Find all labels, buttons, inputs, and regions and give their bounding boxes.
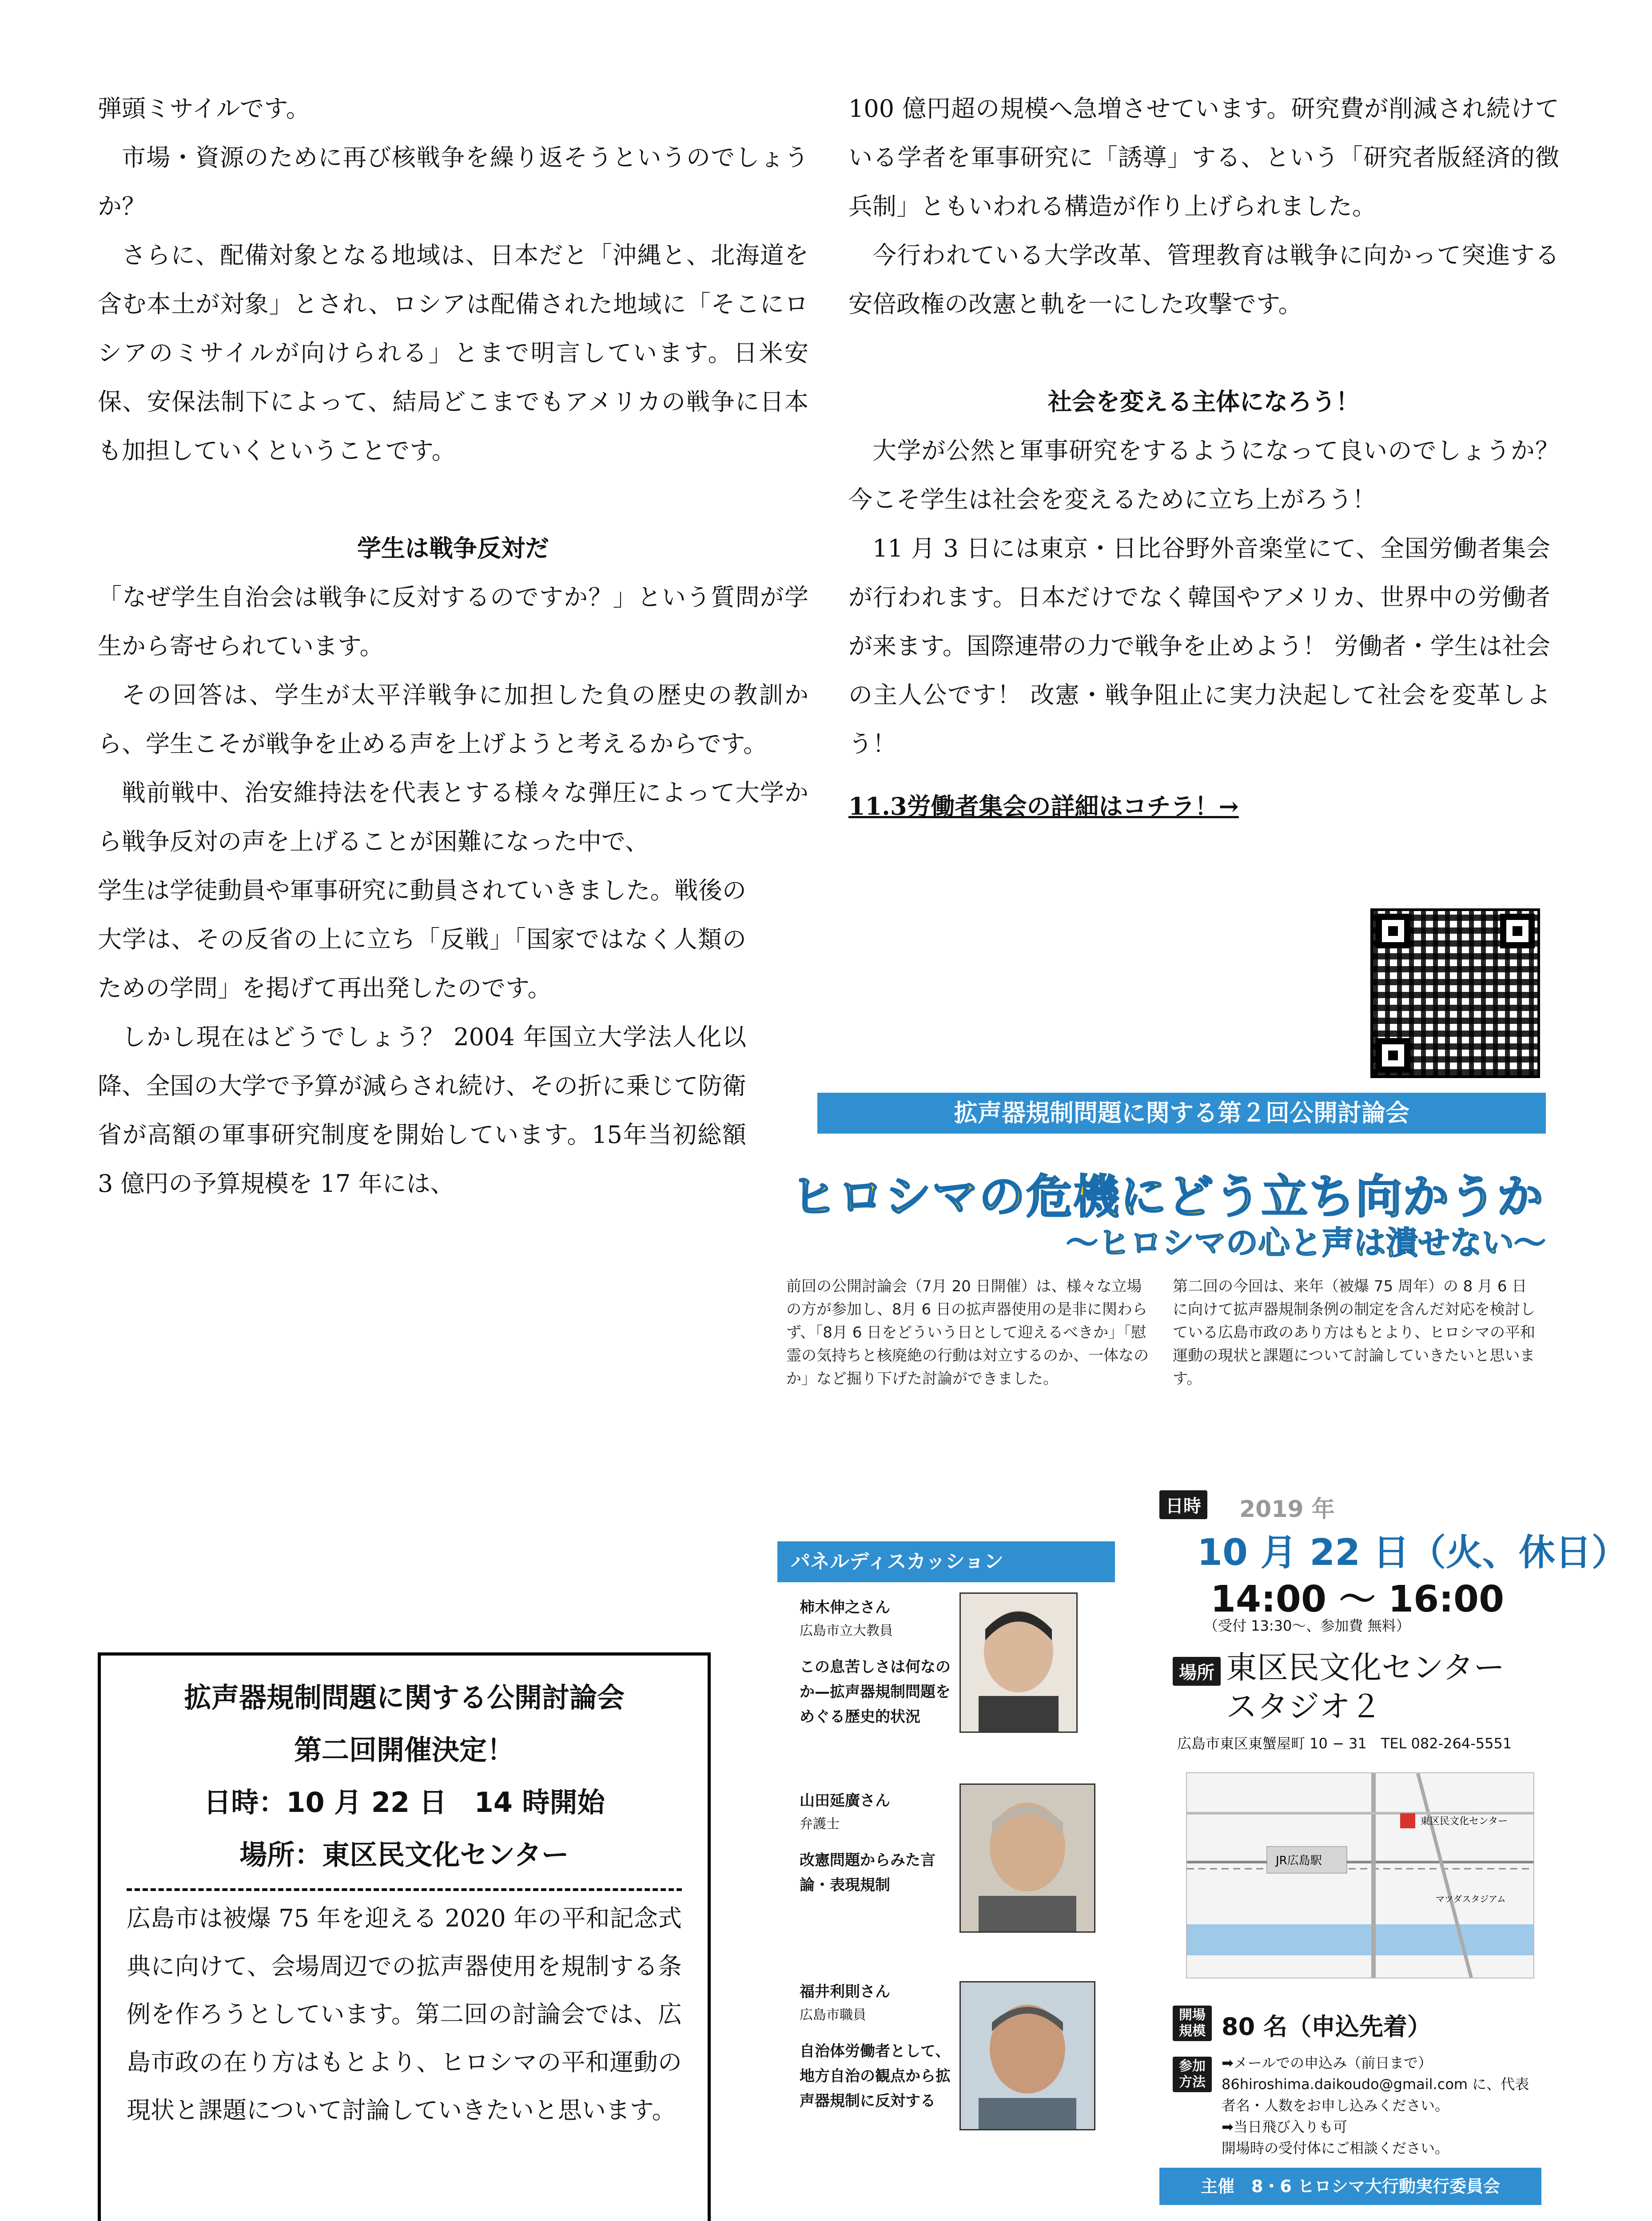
speaker-photo <box>959 1592 1078 1733</box>
paragraph: その回答は、学生が太平洋戦争に加担した負の歴史の教訓から、学生こそが戦争を止める声を上げようと考えるからです。 <box>98 681 808 758</box>
capacity-value: 80 名（申込先着） <box>1222 2013 1431 2041</box>
flyer-subtitle: 〜ヒロシマの心と声は潰せない〜 <box>1066 1224 1546 1262</box>
paragraph: 弾頭ミサイルです。 <box>98 95 310 123</box>
map-label-stadium: マツダスタジアム <box>1436 1894 1506 1904</box>
flyer-banner: 拡声器規制問題に関する第２回公開討論会 <box>817 1093 1546 1134</box>
speaker-role: 弁護士 <box>800 1816 840 1832</box>
paragraph: 11 月 3 日には東京・日比谷野外音楽堂にて、全国労働者集会が行われます。日本だけでなく韓国やアメリカ、世界中の労働者が来ます。国際連帯の力で戦争を止めよう！ 労働者・学生は社会の主人公です！ 改憲・戦争阻止に実力決起して社会を変革しよう！ <box>848 534 1550 758</box>
flyer-intro-right: 第二回の今回は、来年（被爆 75 周年）の 8 月 6 日に向けて拡声器規制条例の制定を含んだ対応を検討している広島市政のあり方はもとより、ヒロシマの平和運動の現状と課題について討論していきたいと思います。 <box>1173 1278 1535 1388</box>
notice-title: 拡声器規制問題に関する公開討論会 <box>183 1681 625 1714</box>
speaker-topic: 自治体労働者として、地方自治の観点から拡声器規制に反対する <box>800 2042 951 2110</box>
venue-line: スタジオ２ <box>1226 1688 1381 1725</box>
apply-info <box>1222 2052 1533 2159</box>
apply-line: ➡メールでの申込み（前日まで） <box>1222 2054 1433 2071</box>
speaker-name: 山田延廣さん <box>800 1792 890 1810</box>
apply-line: 開場時の受付体にご相談ください。 <box>1222 2140 1449 2157</box>
paragraph: 今行われている大学改革、管理教育は戦争に向かって突進する安倍政権の改憲と軌を一にした攻撃です。 <box>848 241 1559 318</box>
speaker-name: 柿木伸之さん <box>800 1599 890 1616</box>
sponsor-banner: 主催 8・6 ヒロシマ大行動実行委員会 <box>1159 2168 1541 2205</box>
paragraph: 市場・資源のために再び核戦争を繰り返そうというのでしょうか？ <box>98 143 808 220</box>
announcement-box <box>98 1652 711 2221</box>
venue-map <box>1186 1772 1534 1978</box>
event-time: 14:00 〜 16:00 <box>1210 1578 1505 1620</box>
paragraph: さらに、配備対象となる地域は、日本だと「沖縄と、北海道を含む本土が対象」とされ、ロシアは配備された地域に「そこにロシアのミサイルが向けられる」とまで明言しています。日米安保、安保法制下によって、結局どこまでもアメリカの戦争に日本も加担していくということです。 <box>98 241 808 465</box>
notice-subtitle: 第二回開催決定！ <box>294 1734 514 1766</box>
event-date: 10 月 22 日（火、休日） <box>1197 1532 1628 1574</box>
section-heading: 学生は戦争反対だ <box>357 534 549 562</box>
speaker-role: 広島市立大教員 <box>800 1623 893 1639</box>
person-icon <box>961 1982 1094 2129</box>
map-label-center: 東区民文化センター <box>1420 1816 1508 1827</box>
qr-finder-icon <box>1376 1038 1410 1073</box>
notice-place: 場所：東区民文化センター <box>239 1839 569 1871</box>
flyer-title: ヒロシマの危機にどう立ち向かうか <box>791 1170 1545 1224</box>
divider <box>127 1888 682 1891</box>
paragraph: 学生は学徒動員や軍事研究に動員されていきました。戦後の大学は、その反省の上に立ち「反戦」「国家ではなく人類のための学問」を掲げて再出発したのです。 <box>98 876 746 1002</box>
speaker-photo <box>959 1783 1095 1933</box>
rally-details-link[interactable]: 11.3労働者集会の詳細はコチラ！→ <box>848 792 1239 820</box>
event-flyer <box>773 1093 1628 2221</box>
map-label-station: JR広島駅 <box>1276 1854 1322 1867</box>
paragraph: 100 億円超の規模へ急増させています。研究費が削減され続けている学者を軍事研究に「誘導」する、という「研究者版経済的徴兵制」ともいわれる構造が作り上げられました。 <box>848 95 1559 220</box>
paragraph: 大学が公然と軍事研究をするようになって良いのでしょうか？ 今こそ学生は社会を変えるために立ち上がろう！ <box>848 437 1559 513</box>
apply-line: 86hiroshima.daikoudo@gmail.com に、代表者名・人数をお申し込みください。 <box>1222 2076 1529 2114</box>
speaker-topic: この息苦しさは何なのか—拡声器規制問題をめぐる歴史的状況 <box>800 1658 951 1726</box>
paragraph: 戦前戦中、治安維持法を代表とする様々な弾圧によって大学から戦争反対の声を上げることが困難になった中で、 <box>98 779 808 856</box>
section-heading: 社会を変える主体になろう！ <box>1048 388 1360 416</box>
venue-address: 広島市東区東蟹屋町 10 − 31 TEL 082-264-5551 <box>1177 1735 1512 1752</box>
apply-line: ➡当日飛び入りも可 <box>1222 2118 1347 2135</box>
speaker-role: 広島市職員 <box>800 2007 866 2023</box>
qr-finder-icon <box>1500 914 1535 948</box>
time-note: （受付 13:30〜、参加費 無料） <box>1204 1617 1410 1634</box>
paragraph: しかし現在はどうでしょう？ 2004 年国立大学法人化以降、全国の大学で予算が減らされ続け、その折に乗じて防衛省が高額の軍事研究制度を開始しています。15年当初総額 3 億円の予算規模を 17 年には、 <box>98 1023 746 1198</box>
venue-tag: 場所 <box>1173 1657 1221 1686</box>
venue-line: 東区民文化センター <box>1226 1649 1505 1686</box>
apply-tag: 参加方法 <box>1173 2057 1212 2092</box>
speaker-photo <box>959 1981 1095 2130</box>
person-icon <box>961 1594 1076 1731</box>
speaker-topic: 改憲問題からみた言論・表現規制 <box>800 1851 935 1894</box>
event-year: 2019 年 <box>1239 1496 1335 1523</box>
paragraph: 「なぜ学生自治会は戦争に反対するのですか？」という質問が学生から寄せられています。 <box>98 583 808 660</box>
flyer-intro-left: 前回の公開討論会（7月 20 日開催）は、様々な立場の方が参加し、8月 6 日の拡声器使用の是非に関わらず、「8月 6 日をどういう日として迎えるべきか」「慰霊の気持ちと核廃絶の行動は対立するのか、一体なのか」など掘り下げた討論ができました。 <box>786 1278 1149 1388</box>
capacity-tag: 開場規模 <box>1173 2006 1212 2041</box>
venue-name <box>1226 1648 1505 1726</box>
left-column <box>98 84 808 1208</box>
notice-body: 広島市は被爆 75 年を迎える 2020 年の平和記念式典に向けて、会場周辺での拡声器使用を規制する条例を作ろうとしています。第二回の討論会では、広島市政の在り方はもとより、ヒロシマの平和運動の現状と課題について討論していきたいと思います。 <box>127 1904 682 2124</box>
person-icon <box>961 1785 1094 1931</box>
notice-datetime: 日時：10 月 22 日 14 時開始 <box>203 1786 605 1819</box>
map-graphic <box>1187 1773 1533 1978</box>
right-column <box>848 84 1559 831</box>
qr-code[interactable] <box>1370 908 1540 1078</box>
panel-discussion-label: パネルディスカッション <box>777 1541 1115 1582</box>
speaker-name: 福井利則さん <box>800 1983 890 2001</box>
qr-finder-icon <box>1376 914 1410 948</box>
datetime-tag: 日時 <box>1159 1490 1207 1519</box>
